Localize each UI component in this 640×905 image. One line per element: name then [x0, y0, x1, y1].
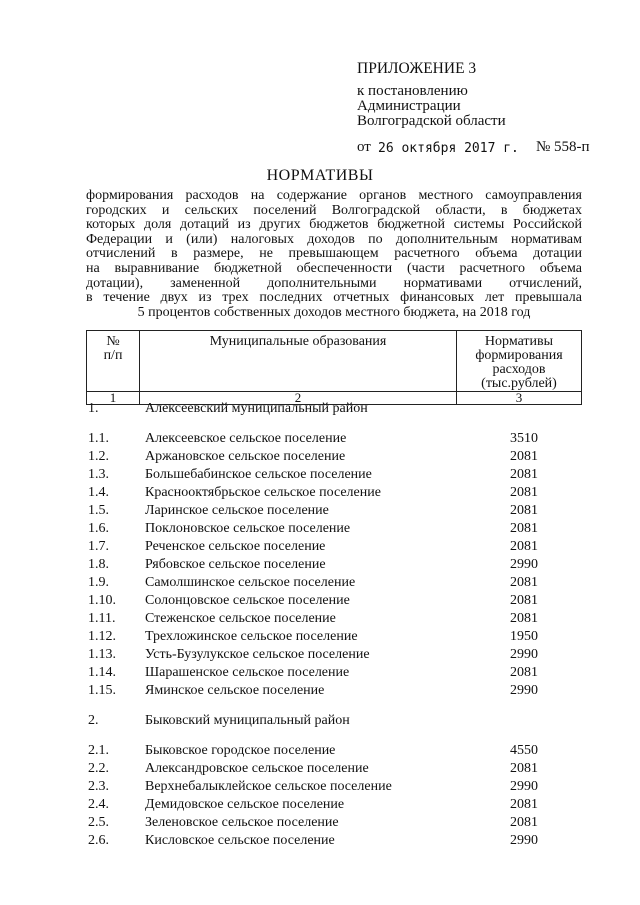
row-value: 2990 [510, 833, 538, 848]
row-name: Ларинское сельское поселение [145, 503, 329, 518]
header-col-number: № п/п [87, 331, 140, 392]
description-line: на выравнивание бюджетной обеспеченности (части расчетного объема [86, 260, 582, 276]
row-value: 2081 [510, 797, 538, 812]
description-line: которых доля дотаций из других бюджетов бюджетной системы Российской [86, 217, 582, 233]
header-line-3: Волгоградской области [357, 113, 506, 129]
table-header [86, 330, 582, 405]
row-name: Кисловское сельское поселение [145, 833, 335, 848]
row-value: 2990 [510, 683, 538, 698]
row-number: 1.1. [88, 431, 109, 446]
row-value: 2081 [510, 503, 538, 518]
row-number: 1.9. [88, 575, 109, 590]
document-date: 26 октября 2017 г. [378, 141, 519, 156]
row-name: Демидовское сельское поселение [145, 797, 345, 812]
row-name: Яминское сельское поселение [145, 683, 325, 698]
row-name: Быковское городское поселение [145, 743, 336, 758]
row-value: 2990 [510, 779, 538, 794]
row-value: 2081 [510, 467, 538, 482]
row-value: 2081 [510, 521, 538, 536]
row-number: 2.6. [88, 833, 109, 848]
description-line: 5 процентов собственных доходов местного бюджета, на 2018 год [137, 304, 531, 320]
row-number: 2. [88, 713, 99, 728]
row-value: 2990 [510, 557, 538, 572]
row-name: Краснооктябрьское сельское поселение [145, 485, 381, 500]
row-value: 2081 [510, 665, 538, 680]
document-description [86, 189, 582, 320]
row-number: 1.14. [88, 665, 116, 680]
row-value: 2081 [510, 815, 538, 830]
row-value: 1950 [510, 629, 538, 644]
col-number-1: 1 [87, 392, 140, 405]
document-title: НОРМАТИВЫ [266, 167, 374, 184]
description-line: дотации), замененной дополнительными нормативами отчислений, [86, 275, 582, 291]
row-value: 3510 [510, 431, 538, 446]
header-col-norm: Нормативы формирования расходов (тыс.рублей) [457, 331, 582, 392]
row-name: Рябовское сельское поселение [145, 557, 326, 572]
row-value: 2990 [510, 647, 538, 662]
row-number: 1.6. [88, 521, 109, 536]
row-name: Александровское сельское поселение [145, 761, 369, 776]
row-name: Трехложинское сельское поселение [145, 629, 358, 644]
row-number: 1.5. [88, 503, 109, 518]
row-number: 1.11. [88, 611, 116, 626]
row-name: Зеленовское сельское поселение [145, 815, 339, 830]
row-name: Усть-Бузулукское сельское поселение [145, 647, 370, 662]
col-number-2: 2 [140, 392, 457, 405]
description-line: в течение двух из трех последних отчетных финансовых лет превышала [86, 290, 582, 306]
row-value: 2081 [510, 761, 538, 776]
appendix-label: ПРИЛОЖЕНИЕ 3 [357, 60, 477, 77]
row-value: 2081 [510, 449, 538, 464]
header-col-name: Муниципальные образования [140, 331, 457, 392]
row-value: 2081 [510, 575, 538, 590]
header-line-2: Администрации [357, 98, 461, 114]
row-name: Шарашенское сельское поселение [145, 665, 350, 680]
row-number: 1.15. [88, 683, 116, 698]
row-name: Самолшинское сельское поселение [145, 575, 356, 590]
row-value: 4550 [510, 743, 538, 758]
row-number: 1.8. [88, 557, 109, 572]
row-number: 1.3. [88, 467, 109, 482]
row-name: Алексеевское сельское поселение [145, 431, 347, 446]
row-name: Алексеевский муниципальный район [145, 401, 368, 416]
row-value: 2081 [510, 611, 538, 626]
row-number: 1. [88, 401, 99, 416]
row-value: 2081 [510, 485, 538, 500]
description-line: городских и сельских поселений Волгоградской области, в бюджетах [86, 202, 582, 218]
row-value: 2081 [510, 539, 538, 554]
row-name: Солонцовское сельское поселение [145, 593, 350, 608]
row-number: 1.7. [88, 539, 109, 554]
description-line: отчислений в размере, не превышающем расчетного объема дотации [86, 246, 582, 262]
row-name: Большебабинское сельское поселение [145, 467, 372, 482]
row-name: Верхнебалыклейское сельское поселение [145, 779, 392, 794]
row-number: 2.4. [88, 797, 109, 812]
row-name: Быковский муниципальный район [145, 713, 350, 728]
row-name: Поклоновское сельское поселение [145, 521, 351, 536]
row-number: 1.10. [88, 593, 116, 608]
row-number: 2.2. [88, 761, 109, 776]
col-number-3: 3 [457, 392, 582, 405]
date-prefix: от [357, 139, 371, 155]
document-number: № 558-п [536, 139, 590, 155]
row-value: 2081 [510, 593, 538, 608]
description-line: Федерации и (или) налоговых доходов по дополнительным нормативам [86, 231, 582, 247]
header-line-1: к постановлению [357, 83, 468, 99]
row-number: 1.4. [88, 485, 109, 500]
row-number: 2.3. [88, 779, 109, 794]
row-number: 2.1. [88, 743, 109, 758]
row-name: Аржановское сельское поселение [145, 449, 346, 464]
description-line: формирования расходов на содержание органов местного самоуправления [86, 188, 582, 203]
document-number-label [536, 140, 590, 155]
row-number: 1.2. [88, 449, 109, 464]
row-name: Реченское сельское поселение [145, 539, 326, 554]
row-number: 2.5. [88, 815, 109, 830]
row-number: 1.12. [88, 629, 116, 644]
row-number: 1.13. [88, 647, 116, 662]
row-name: Стеженское сельское поселение [145, 611, 336, 626]
